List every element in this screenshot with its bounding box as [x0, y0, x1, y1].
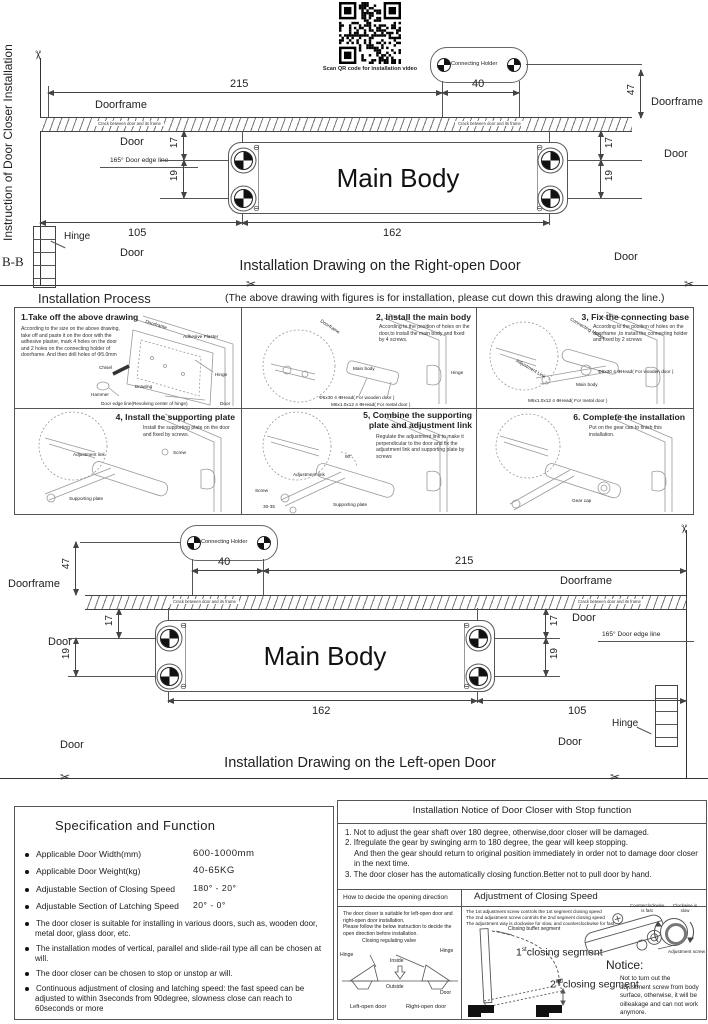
notice-panel: [337, 800, 707, 1020]
step-body: Regulate the adjustment link to make it perpendicular to the door and fix the adjustment link and supporting plate by screws: [376, 434, 465, 460]
screw-icon: ⊖: [253, 143, 260, 152]
step-label: 30-35: [263, 504, 275, 509]
main-body: [228, 142, 568, 214]
step-body: According to the size on the above drawing, take off and paste it on the door with the adhesive plaster, mark 4 holes on the door and 2 holes on the connecting holder of doorframe. And then drill holes of Φ5.0mm: [21, 326, 120, 359]
step-label: Gear cap: [572, 498, 592, 503]
right-open-section: [0, 0, 708, 290]
dimension-line: [40, 222, 242, 223]
divider: [338, 889, 706, 890]
screw-icon: ⊖: [536, 143, 543, 152]
ext-line: [192, 559, 193, 595]
step-label: Adjustment Link: [515, 358, 547, 380]
door-label: Door: [572, 612, 596, 624]
divider: [338, 823, 706, 824]
hinge-label: Hinge: [64, 231, 91, 242]
process-step-4: [15, 408, 242, 514]
step-body: According to the position of holes on the door,to install the main body and fixed by 4 screws.: [379, 324, 470, 344]
step-label: Door: [220, 401, 231, 406]
section-mark: B-B: [2, 254, 24, 269]
registration-mark: [257, 536, 271, 550]
body-line: [258, 145, 259, 209]
dim-holder-width: 40: [472, 78, 485, 90]
spec-title: Specification and Function: [55, 818, 216, 833]
doorframe-label: Doorframe: [560, 575, 612, 587]
dimension-line: [545, 638, 546, 676]
spec-paragraph: [25, 919, 325, 939]
bottom-section: [0, 790, 708, 1024]
crack-label: Crack between door and its frame: [455, 121, 524, 126]
dim-gap: 17: [549, 615, 560, 627]
door-label: Door: [558, 736, 582, 748]
dimension-line: [183, 160, 184, 198]
step-label: Adhesive Plaster: [183, 334, 219, 339]
bullet-icon: [25, 947, 29, 951]
process-step-5: [241, 408, 477, 514]
door-label: Door: [120, 136, 144, 148]
dimension-line: [75, 638, 76, 676]
notice-subtext: Not to turn out the adjustment screw from body surface, otherwise, it will be oilleakage and can not work anymore.: [620, 975, 699, 1016]
dimension-line: [242, 222, 549, 223]
hinge-label: Hinge: [612, 718, 639, 729]
leader-line: [637, 727, 652, 735]
scissors-icon: ✂: [677, 523, 692, 535]
registration-mark: [541, 189, 560, 208]
connecting-holder-label: Connecting Holder: [201, 539, 248, 545]
seg-text: closing segment: [562, 978, 639, 991]
screw-icon: ⊖: [180, 682, 187, 691]
seg-num: 1: [516, 946, 522, 959]
process-grid: [14, 307, 694, 515]
door-edge-line-label: 165° Door edge line: [602, 631, 661, 638]
spec-row: [25, 901, 179, 911]
dim-hinge-dist: 105: [568, 705, 587, 717]
registration-mark: [469, 629, 488, 648]
closing-line-1: The 1st adjustment screw controls the 1st segment closing speed: [466, 909, 602, 914]
step-label: Φ6x30 4 ⊕Head( For wooden door ): [319, 395, 395, 400]
right-open-caption: Installation Drawing on the Right-open Door: [239, 258, 521, 274]
inside-label: Inside: [390, 958, 404, 964]
process-step-6: [476, 408, 693, 514]
seg-text: closing segment: [526, 946, 603, 959]
spec-row: [25, 884, 175, 894]
spec-label: Adjustable Section of Latching Speed: [36, 901, 179, 911]
closing-line-2: The 2nd adjustment screw controls the 2nd segment closing speed: [466, 915, 605, 920]
registration-mark: [507, 58, 521, 72]
dimension-line: [192, 570, 263, 571]
connecting-holder-label: Connecting Holder: [451, 61, 498, 67]
step-label: Doorframe: [319, 318, 341, 335]
door-label: Door: [614, 251, 638, 263]
notice-line: 3. The door closer has the automatically closing function.Better not to pull door by hand.: [345, 869, 652, 879]
screw-icon: ⊖: [463, 682, 470, 691]
step-label: Chisel: [99, 365, 113, 370]
dimension-line: [48, 92, 442, 93]
spec-label: Applicable Door Weight(kg): [36, 866, 141, 876]
dimension-line: [600, 160, 601, 198]
seg-sup: nd: [555, 978, 563, 985]
process-note: (The above drawing with figures is for installation, please cut down this drawing along the line.): [225, 292, 665, 304]
crack-strip: [85, 595, 686, 610]
hinge-graphic: [655, 685, 678, 747]
bullet-icon: [25, 888, 29, 892]
left-open-door-caption: Left-open door: [350, 1004, 387, 1010]
left-open-section: [0, 518, 708, 790]
screw-icon: ⊖: [180, 621, 187, 630]
notice-line: And then the gear should return to original position immediately in order not to damage door closer in the next time.: [354, 848, 698, 869]
spec-row: [25, 849, 141, 859]
closing-line-3: The adjustment way is clockwise for slow, and counterclockwise for fast.: [466, 921, 616, 926]
dimension-line: [640, 70, 641, 118]
spec-paragraph-text: The door closer can be chosen to stop or unstop ar will.: [36, 969, 233, 978]
body-line: [185, 623, 186, 687]
spec-paragraph-text: The installation modes of vertical, parallel and slide-rail type all can be chosen at will.: [35, 944, 322, 963]
step-label: Drawing: [135, 384, 153, 389]
step-label: 90°: [345, 454, 353, 459]
step-title: 5, Combine the supporting plate and adjustment link: [363, 410, 472, 430]
screw-icon: ⊖: [536, 204, 543, 213]
doorframe-label: Doorframe: [95, 99, 147, 111]
step-label: Adjustment link: [293, 472, 325, 477]
body-line: [537, 145, 538, 209]
dimension-line: [75, 542, 76, 595]
seg-sup: st: [521, 946, 527, 953]
step-title: 4, Install the supporting plate: [115, 412, 235, 422]
side-title: Instruction of Door Closer Installation: [1, 44, 15, 241]
divider: [461, 889, 462, 1019]
dimension-line: [118, 609, 119, 638]
spec-bullets: [25, 919, 325, 1019]
step-label: Supporting plate: [333, 502, 368, 507]
ext-line: [442, 81, 443, 118]
dim-frame-height: 47: [61, 558, 72, 570]
spec-label: Applicable Door Width(mm): [36, 849, 142, 859]
ext-line: [68, 676, 168, 677]
dim-frame-height: 47: [626, 84, 637, 96]
cut-line: [0, 778, 708, 779]
notice-lines: [345, 828, 701, 880]
spec-paragraph: [25, 969, 325, 979]
dim-gap: 17: [104, 615, 115, 627]
door-label: Door: [120, 247, 144, 259]
step-label: Main body: [576, 382, 598, 387]
leader-line: [80, 542, 180, 543]
scissors-icon: ✂: [684, 277, 695, 291]
spec-label: Adjustable Section of Closing Speed: [36, 884, 176, 894]
leader-line: [598, 641, 694, 642]
step-label: Φ6x30 4 ⊕Head( For wooden door ): [598, 369, 674, 374]
spec-value: 180° - 20°: [193, 883, 237, 893]
dim-body-offset: 19: [549, 648, 560, 660]
spec-value: 40-65KG: [193, 865, 235, 876]
process-step-1: [15, 308, 242, 409]
direction-text: [343, 911, 457, 937]
door-label: Door: [664, 148, 688, 160]
process-step-3: [476, 308, 693, 409]
qr-caption: Scan QR code for installation video: [322, 66, 418, 72]
step-label: M6x1.0x12 4 ⊕Head( For metal door ): [331, 402, 411, 407]
scissors-icon: ✂: [610, 770, 621, 784]
step-title: 3, Fix the connecting base: [581, 312, 689, 322]
step-label: Hinge: [451, 370, 464, 375]
step-label: Supporting plate: [69, 496, 104, 501]
dimension-line: [183, 131, 184, 160]
direction-p1: The door closer is suitable for left-open door and right-open door installation.: [343, 911, 453, 924]
notice-subtitle: Notice:: [606, 958, 644, 972]
spec-value: 600-1000mm: [193, 848, 255, 859]
spec-paragraph-text: Continuous adjustment of closing and latching speed: the fast speed can be adjusted to within 3seconds from 90degree, slowness close can reach to 60seconds or more: [35, 984, 305, 1013]
dimension-line: [263, 570, 686, 571]
doorframe-label: Doorframe: [651, 96, 703, 108]
step-label: Hinge: [215, 372, 228, 377]
ext-line: [68, 638, 168, 639]
body-line: [464, 623, 465, 687]
adjustment-screw-label: Adjustment screw: [668, 949, 705, 954]
clockwise-label: Clockwise is slow: [672, 903, 698, 914]
spec-panel: [14, 806, 334, 1020]
door-label: Door: [60, 739, 84, 751]
spec-paragraph: [25, 944, 325, 964]
step-label: Connecting Holder: [569, 316, 606, 341]
dim-body-offset: 19: [604, 170, 615, 182]
scissors-icon: ✂: [246, 277, 257, 291]
step-label: Screw: [255, 488, 269, 493]
ext-line: [263, 559, 264, 595]
hinge-graphic: [33, 226, 56, 288]
dim-body-width: 162: [383, 227, 402, 239]
main-body-label: Main Body: [263, 640, 387, 671]
dim-gap: 17: [604, 137, 615, 149]
step-body: Put on the gear can to finish this installation.: [589, 425, 662, 438]
dim-body-offset: 19: [169, 170, 180, 182]
screw-icon: ⊖: [463, 621, 470, 630]
hinge-label: Hinge: [340, 952, 354, 958]
registration-mark: [187, 536, 201, 550]
bullet-icon: [25, 987, 29, 991]
bullet-icon: [25, 853, 29, 857]
outside-label: Outside: [386, 984, 404, 990]
dim-holder-width: 40: [218, 556, 231, 568]
notice-line: 1. Not to adjust the gear shaft over 180 degree, otherwise,door closer will be damaged.: [345, 828, 649, 837]
bullet-icon: [25, 972, 29, 976]
step-sketch: [241, 308, 476, 408]
qr-code: [339, 2, 401, 64]
crack-label: Crack between door and its frame: [95, 121, 164, 126]
crack-label: Crack between door and its frame: [575, 599, 644, 604]
main-body-label: Main Body: [336, 162, 460, 193]
dim-hinge-dist: 105: [128, 227, 147, 239]
seg-num: 2: [550, 978, 556, 991]
dim-frame-width: 215: [455, 555, 474, 567]
right-open-door-caption: Right-open door: [406, 1004, 447, 1010]
step-body: Install the supporting plate on the door and fixed by screws.: [143, 425, 230, 438]
leader-line: [526, 64, 642, 65]
spec-paragraph-text: The door closer is suitable for installing in various doors, such as, wooden door, metal door, glass door, etc.: [35, 919, 318, 938]
crack-label: Crack between door and its frame: [170, 599, 239, 604]
crack-strip: [40, 117, 632, 132]
step-sketch: [15, 408, 241, 514]
valve-label: Closing regulating valve: [362, 938, 417, 944]
registration-mark: [160, 667, 179, 686]
step-label: Hammer: [91, 392, 109, 397]
process-title: Installation Process: [38, 291, 151, 306]
step-label: Main body: [353, 366, 375, 371]
step-title: 2, Install the main body: [375, 312, 471, 322]
ext-line: [519, 81, 520, 118]
direction-p2: Please follow the below instruction to decide the open direction before installation.: [343, 924, 452, 937]
registration-mark: [160, 629, 179, 648]
door-edge-line-label: 165° Door edge line: [110, 157, 169, 164]
registration-mark: [469, 667, 488, 686]
step-label: Adjustment link: [73, 452, 105, 457]
left-open-caption: Installation Drawing on the Left-open Door: [224, 755, 496, 771]
step-title: 6. Complete the installation: [573, 412, 685, 422]
step-label: Doorframe: [144, 318, 168, 331]
registration-mark: [541, 151, 560, 170]
dimension-line: [600, 131, 601, 160]
dial-arrows: [652, 914, 696, 950]
bullet-icon: [25, 870, 29, 874]
spec-row: [25, 866, 140, 876]
counterclockwise-label: Counterclockwise is fast: [630, 903, 665, 914]
step-body: According to the position of holes on the doorframe ,to install the connecting holder and fixed by 2 screws: [593, 324, 688, 344]
step-label: Door edge line(Revolving center of hinge): [101, 401, 188, 406]
scissors-icon: ✂: [60, 770, 71, 784]
closing-header: Adjustment of Closing Speed: [474, 891, 598, 902]
door-label: Door: [48, 636, 72, 648]
scissors-icon: ✂: [31, 49, 46, 61]
cut-line: [0, 285, 708, 286]
spec-value: 20° - 0°: [193, 900, 226, 910]
spec-paragraph: [25, 984, 325, 1014]
hinge-label: Hinge: [440, 948, 454, 954]
door-label: Door: [440, 990, 452, 996]
main-body: [155, 620, 495, 692]
process-step-2: [241, 308, 477, 409]
dim-body-offset: 19: [61, 648, 72, 660]
dim-body-width: 162: [312, 705, 331, 717]
dim-frame-width: 215: [230, 78, 249, 90]
screw-icon: ⊖: [253, 204, 260, 213]
notice-title: Installation Notice of Door Closer with Stop function: [412, 805, 632, 816]
registration-mark: [437, 58, 451, 72]
doorframe-label: Doorframe: [8, 578, 60, 590]
step-label: M6x1.0x12 4 ⊕Head( For metal door ): [528, 398, 608, 403]
dimension-line: [442, 92, 519, 93]
bullet-icon: [25, 922, 29, 926]
notice-line: 2. Ifregulate the gear by swinging arm to 180 degree, the gear will keep stopping.: [345, 838, 628, 848]
buffer-segment-label: Closing buffer segment: [508, 926, 561, 932]
dim-gap: 17: [169, 137, 180, 149]
registration-mark: [234, 189, 253, 208]
registration-mark: [234, 151, 253, 170]
step-label: Screw: [173, 450, 187, 455]
dimension-line: [545, 609, 546, 638]
dimension-line: [168, 700, 477, 701]
process-section: [0, 290, 708, 518]
bullet-icon: [25, 905, 29, 909]
direction-header: How to decide the opening direction: [343, 894, 448, 901]
step-title: 1.Take off the above drawing: [21, 312, 139, 322]
